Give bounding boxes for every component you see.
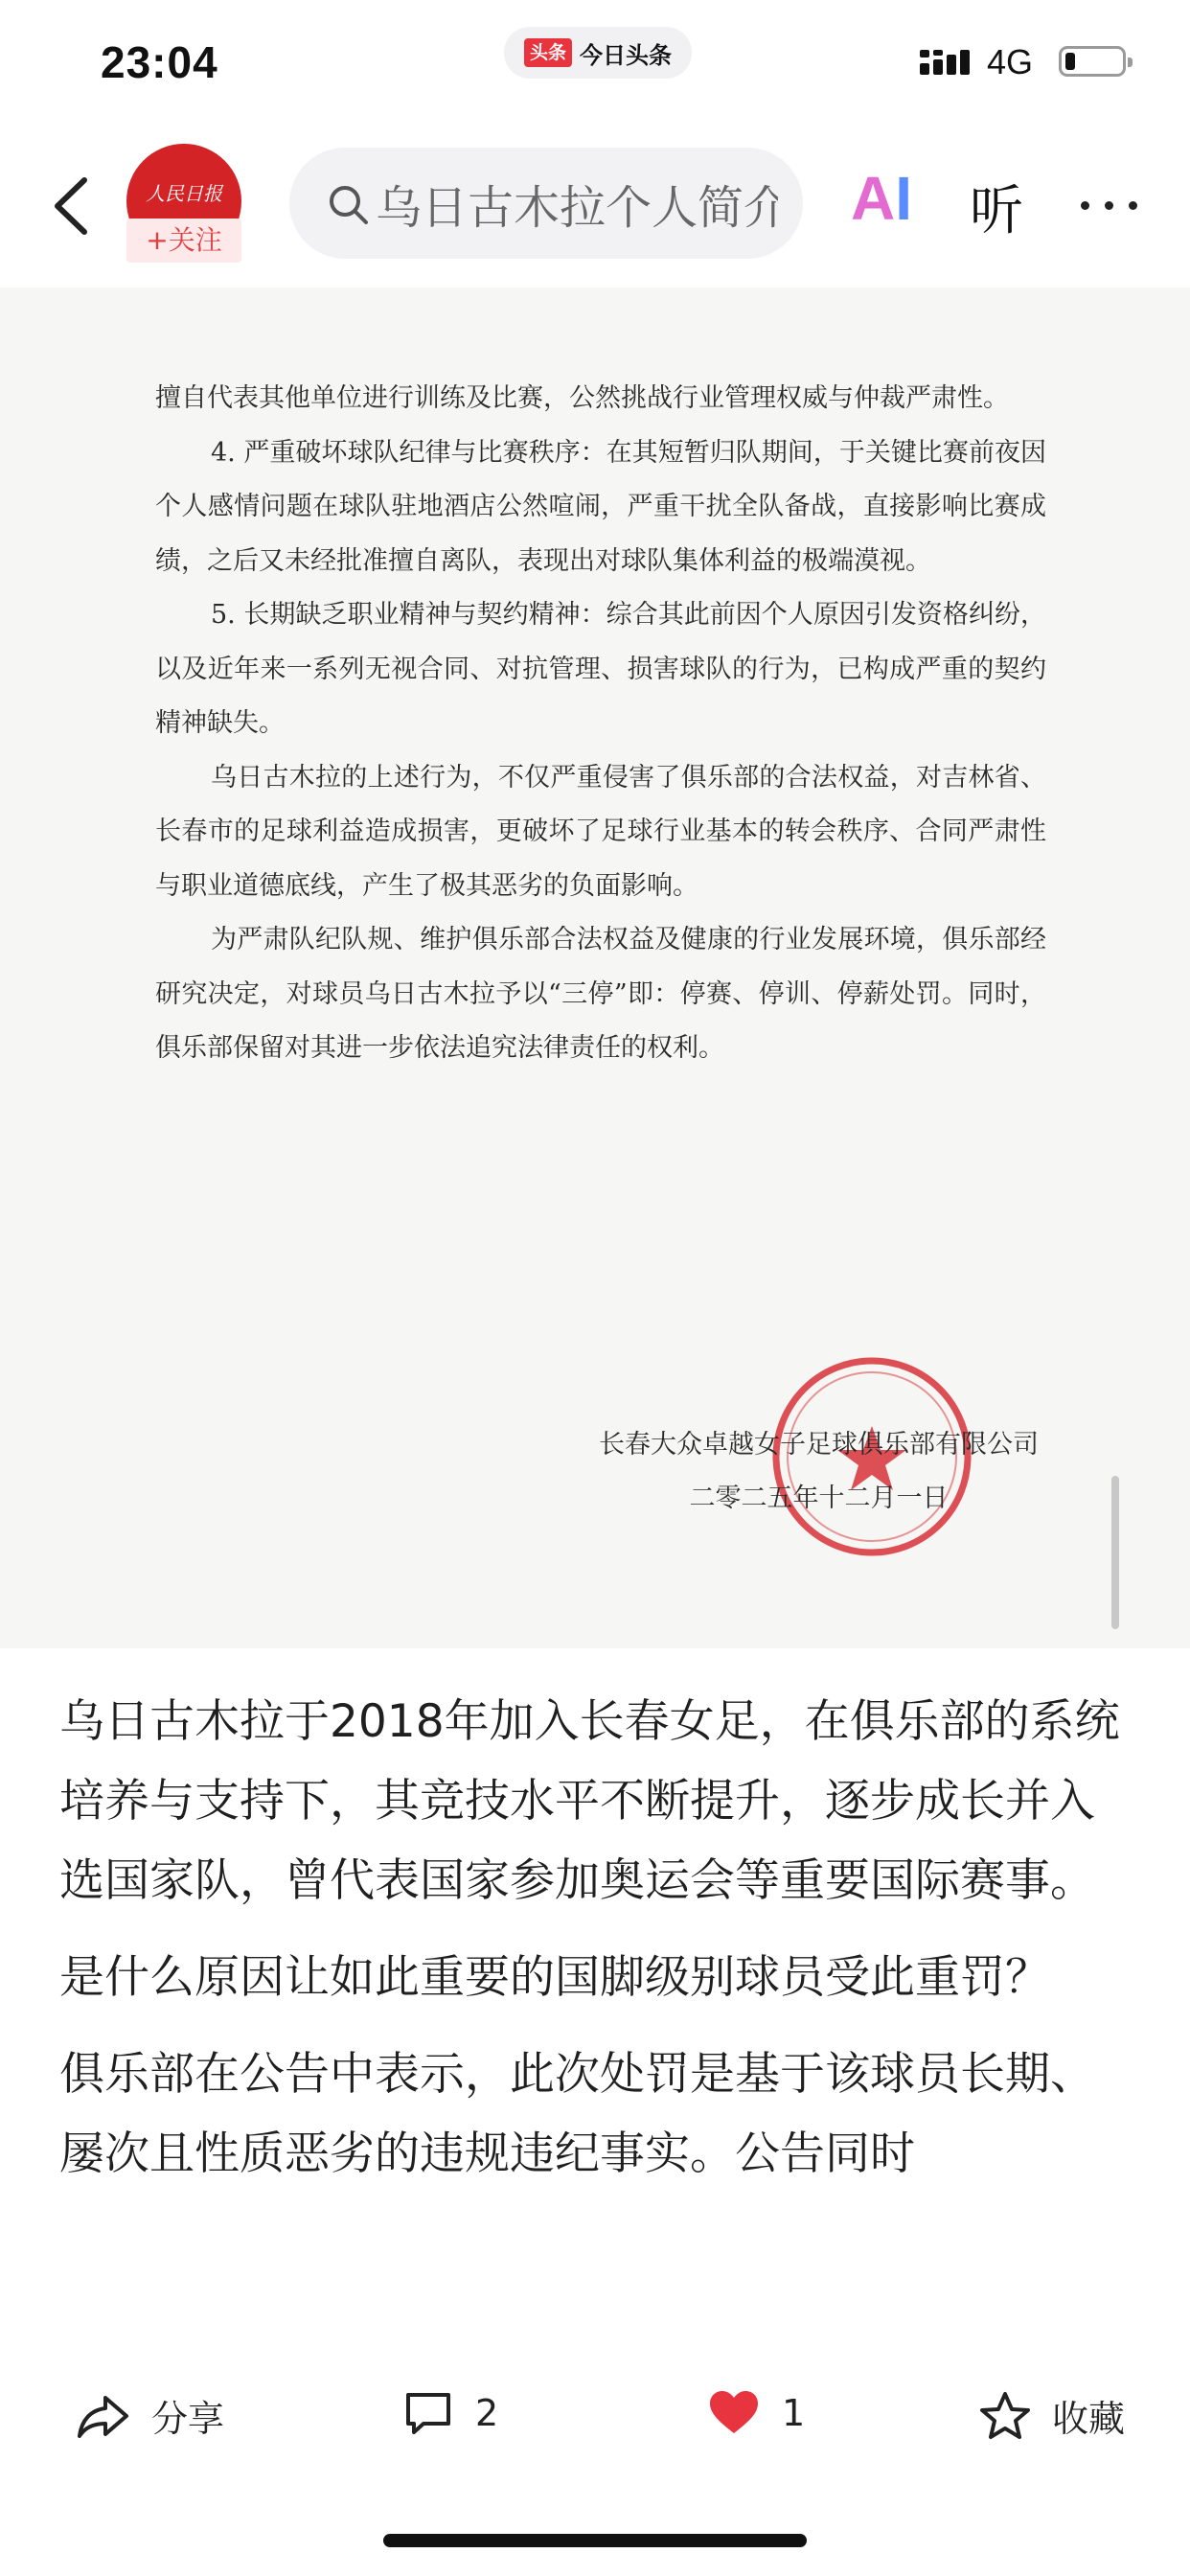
- ai-button[interactable]: [851, 163, 912, 234]
- search-box[interactable]: [289, 148, 803, 259]
- article-body: [59, 1682, 1133, 2211]
- status-bar: [0, 0, 1190, 129]
- comment-button[interactable]: [402, 2389, 498, 2437]
- comment-count: 2: [475, 2392, 499, 2434]
- search-icon: [328, 184, 370, 226]
- follow-button[interactable]: +关注: [126, 218, 241, 263]
- status-time: 23:04: [101, 37, 218, 87]
- battery-icon: [1059, 46, 1126, 77]
- share-icon: [77, 2392, 130, 2440]
- heart-icon: [707, 2389, 761, 2437]
- avatar-brand-text: 人民日报: [146, 182, 222, 205]
- app-name: 今日头条: [580, 41, 672, 69]
- doc-paragraph-5: 为严肃队纪队规、维护俱乐部合法权益及健康的行业发展环境，俱乐部经研究决定，对球员乌日古木拉予以“三停”即：停赛、停训、停薪处罚。同时，俱乐部保留对其进一步依法追究法律责任的权利。: [155, 925, 1046, 1063]
- app-logo: 头条: [524, 38, 572, 67]
- ai-label-i: I: [895, 164, 912, 233]
- ai-label-a: A: [851, 164, 896, 233]
- share-button[interactable]: [77, 2389, 224, 2442]
- more-options-icon[interactable]: [1081, 201, 1137, 210]
- app-indicator-pill: [504, 27, 692, 79]
- signal-icon: [920, 50, 977, 77]
- article-paragraph-3: 俱乐部在公告中表示，此次处罚是基于该球员长期、屡次且性质恶劣的违规违纪事实。公告同时: [59, 2048, 1095, 2180]
- nav-bar: [0, 134, 1190, 273]
- like-button[interactable]: [707, 2389, 805, 2437]
- announcement-document-image[interactable]: [0, 288, 1190, 1648]
- comment-icon: [402, 2389, 454, 2437]
- doc-paragraph-3: 5. 长期缺乏职业精神与契约精神：综合其此前因个人原因引发资格纠纷，以及近年来一系列无视合同、对抗管理、损害球队的行为，已构成严重的契约精神缺失。: [155, 600, 1046, 738]
- favorite-button[interactable]: [979, 2389, 1125, 2442]
- like-count: 1: [782, 2392, 806, 2434]
- bottom-action-bar: [0, 2362, 1190, 2468]
- network-type: 4G: [987, 42, 1034, 81]
- signature-organization: 长春大众卓越女子足球俱乐部有限公司: [599, 1430, 1039, 1460]
- doc-paragraph-2: 4. 严重破坏球队纪律与比赛秩序：在其短暂归队期间，于关键比赛前夜因个人感情问题在球队驻地酒店公然喧闹，严重干扰全队备战，直接影响比赛成绩，之后又未经批准擅自离队，表现出对球队集体利益的极端漠视。: [155, 437, 1046, 576]
- search-input[interactable]: [376, 169, 778, 238]
- scrollbar[interactable]: [1111, 1476, 1119, 1629]
- star-icon: [979, 2391, 1031, 2441]
- article-paragraph-2: 是什么原因让如此重要的国脚级别球员受此重罚？: [59, 1951, 1050, 2004]
- favorite-label: 收藏: [1052, 2398, 1126, 2440]
- document-body: [155, 372, 1046, 1076]
- signature-date: 二零二五年十二月一日: [689, 1484, 949, 1513]
- home-indicator[interactable]: [383, 2534, 807, 2547]
- share-label: 分享: [151, 2398, 225, 2440]
- listen-button[interactable]: 听: [970, 180, 1023, 242]
- back-chevron-icon[interactable]: [48, 172, 96, 240]
- doc-paragraph-1: 擅自代表其他单位进行训练及比赛，公然挑战行业管理权威与仲裁严肃性。: [155, 383, 1009, 413]
- article-paragraph-1: 乌日古木拉于2018年加入长春女足，在俱乐部的系统培养与支持下，其竞技水平不断提升，逐步成长并入选国家队，曾代表国家参加奥运会等重要国际赛事。: [59, 1695, 1120, 1907]
- doc-paragraph-4: 乌日古木拉的上述行为，不仅严重侵害了俱乐部的合法权益，对吉林省、长春市的足球利益造成损害，更破坏了足球行业基本的转会秩序、合同严肃性与职业道德底线，产生了极其恶劣的负面影响。: [155, 762, 1046, 901]
- document-signature: [599, 1418, 1039, 1526]
